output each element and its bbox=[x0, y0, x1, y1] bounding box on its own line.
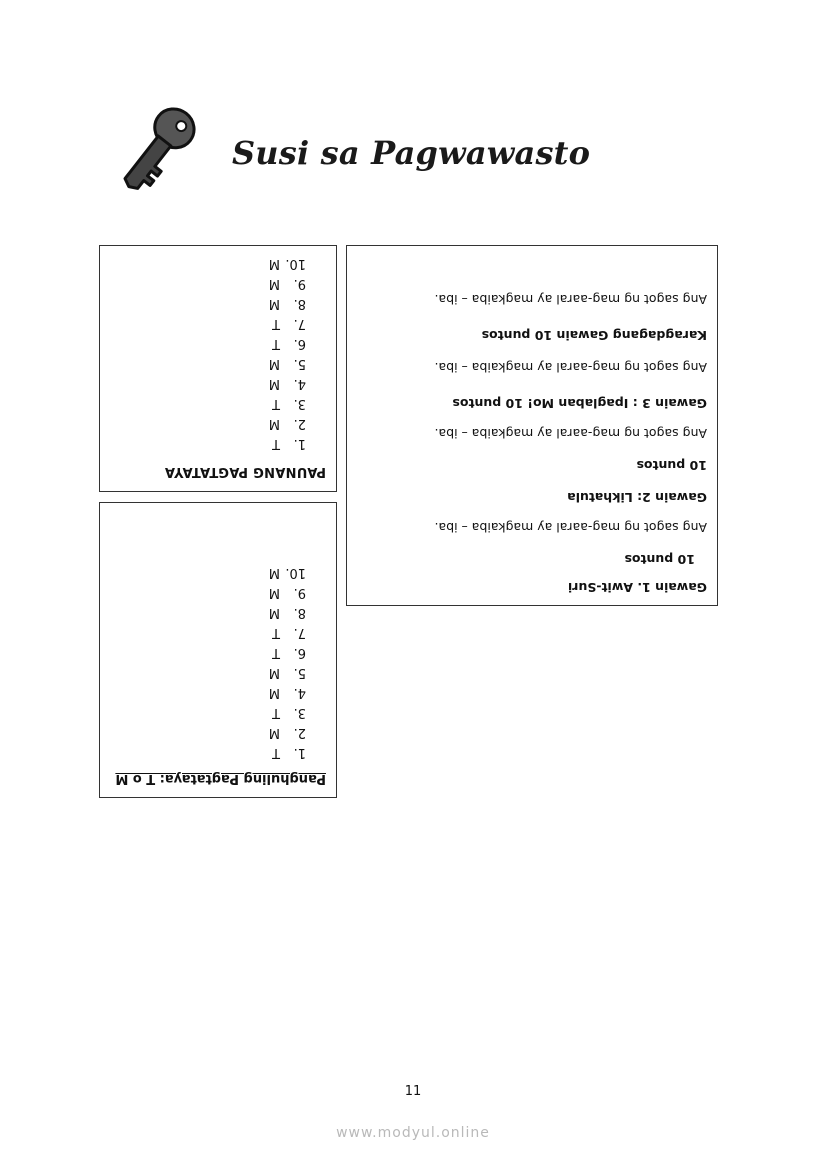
item-answer: T bbox=[272, 745, 280, 760]
list-item bbox=[269, 393, 306, 413]
item-answer: T bbox=[272, 625, 280, 640]
item-answer: M bbox=[268, 685, 280, 700]
posttest-list bbox=[269, 562, 306, 762]
list-item bbox=[269, 373, 306, 393]
item-answer: T bbox=[272, 396, 280, 411]
answer-key-heading: Karagdagang Gawain 10 puntos bbox=[481, 328, 707, 343]
watermark: www.modyul.online bbox=[336, 1125, 490, 1141]
item-number: 4. bbox=[293, 685, 306, 700]
list-item bbox=[269, 433, 306, 453]
posttest-content bbox=[100, 503, 336, 797]
list-item bbox=[269, 582, 306, 602]
pretest-content bbox=[100, 246, 336, 491]
key-icon bbox=[112, 100, 202, 198]
item-number: 3. bbox=[293, 396, 306, 411]
answer-key-heading: 10 puntos bbox=[636, 458, 707, 473]
list-item bbox=[269, 602, 306, 622]
pretest-list bbox=[269, 253, 306, 453]
list-item bbox=[269, 662, 306, 682]
item-answer: M bbox=[268, 725, 280, 740]
list-item bbox=[269, 293, 306, 313]
item-answer: M bbox=[268, 565, 280, 580]
list-item bbox=[269, 682, 306, 702]
list-item bbox=[269, 333, 306, 353]
answer-key-heading: Gawain 2: Likhatula bbox=[567, 490, 707, 505]
item-number: 9. bbox=[293, 276, 306, 291]
list-item bbox=[269, 702, 306, 722]
list-item bbox=[269, 253, 306, 273]
page-title: Susi sa Pagwawasto bbox=[232, 134, 591, 172]
answer-key-text: Ang sagot ng mag-aaral ay magkaiba – iba. bbox=[434, 360, 707, 375]
answer-key-content bbox=[347, 246, 717, 605]
item-number: 4. bbox=[293, 376, 306, 391]
list-item bbox=[269, 353, 306, 373]
list-item bbox=[269, 622, 306, 642]
list-item bbox=[269, 722, 306, 742]
item-number: 8. bbox=[293, 296, 306, 311]
pretest-heading: PAUNANG PAGTATAYA bbox=[164, 464, 326, 479]
item-number: 6. bbox=[293, 645, 306, 660]
item-number: 5. bbox=[293, 356, 306, 371]
item-answer: M bbox=[268, 376, 280, 391]
answer-key-box bbox=[346, 245, 718, 606]
item-number: 5. bbox=[293, 665, 306, 680]
item-number: 2. bbox=[293, 725, 306, 740]
list-item bbox=[269, 313, 306, 333]
list-item bbox=[269, 413, 306, 433]
item-number: 8. bbox=[293, 605, 306, 620]
posttest-box bbox=[99, 502, 337, 798]
item-number: 6. bbox=[293, 336, 306, 351]
item-number: 9. bbox=[293, 585, 306, 600]
answer-key-heading: Gawain 1. Awit-Suri bbox=[567, 580, 707, 595]
posttest-heading: Panghuling Pagtataya: T o M bbox=[115, 771, 326, 786]
item-number: 2. bbox=[293, 416, 306, 431]
item-answer: M bbox=[268, 296, 280, 311]
item-number: 10. bbox=[285, 565, 306, 580]
answer-key-text: Ang sagot ng mag-aaral ay magkaiba – iba. bbox=[434, 520, 707, 535]
answer-key-text: Ang sagot ng mag-aaral ay magkaiba – iba. bbox=[434, 426, 707, 441]
item-answer: T bbox=[272, 705, 280, 720]
list-item bbox=[269, 273, 306, 293]
item-number: 7. bbox=[293, 625, 306, 640]
item-answer: T bbox=[272, 336, 280, 351]
item-answer: M bbox=[268, 356, 280, 371]
item-number: 1. bbox=[293, 745, 306, 760]
list-item bbox=[269, 562, 306, 582]
item-answer: M bbox=[268, 276, 280, 291]
item-answer: T bbox=[272, 316, 280, 331]
item-number: 1. bbox=[293, 436, 306, 451]
item-number: 7. bbox=[293, 316, 306, 331]
answer-key-heading: Gawain 3 : Ipaglaban Mo! 10 puntos bbox=[452, 396, 707, 411]
list-item bbox=[269, 642, 306, 662]
answer-key-heading: 10 puntos bbox=[624, 552, 695, 567]
list-item bbox=[269, 742, 306, 762]
page-number: 11 bbox=[404, 1084, 422, 1099]
pretest-box bbox=[99, 245, 337, 492]
item-answer: M bbox=[268, 605, 280, 620]
item-answer: T bbox=[272, 436, 280, 451]
item-answer: M bbox=[268, 256, 280, 271]
item-answer: M bbox=[268, 585, 280, 600]
item-number: 3. bbox=[293, 705, 306, 720]
item-answer: M bbox=[268, 416, 280, 431]
item-answer: T bbox=[272, 645, 280, 660]
item-number: 10. bbox=[285, 256, 306, 271]
answer-key-text: Ang sagot ng mag-aaral ay magkaiba – iba. bbox=[434, 292, 707, 307]
item-answer: M bbox=[268, 665, 280, 680]
